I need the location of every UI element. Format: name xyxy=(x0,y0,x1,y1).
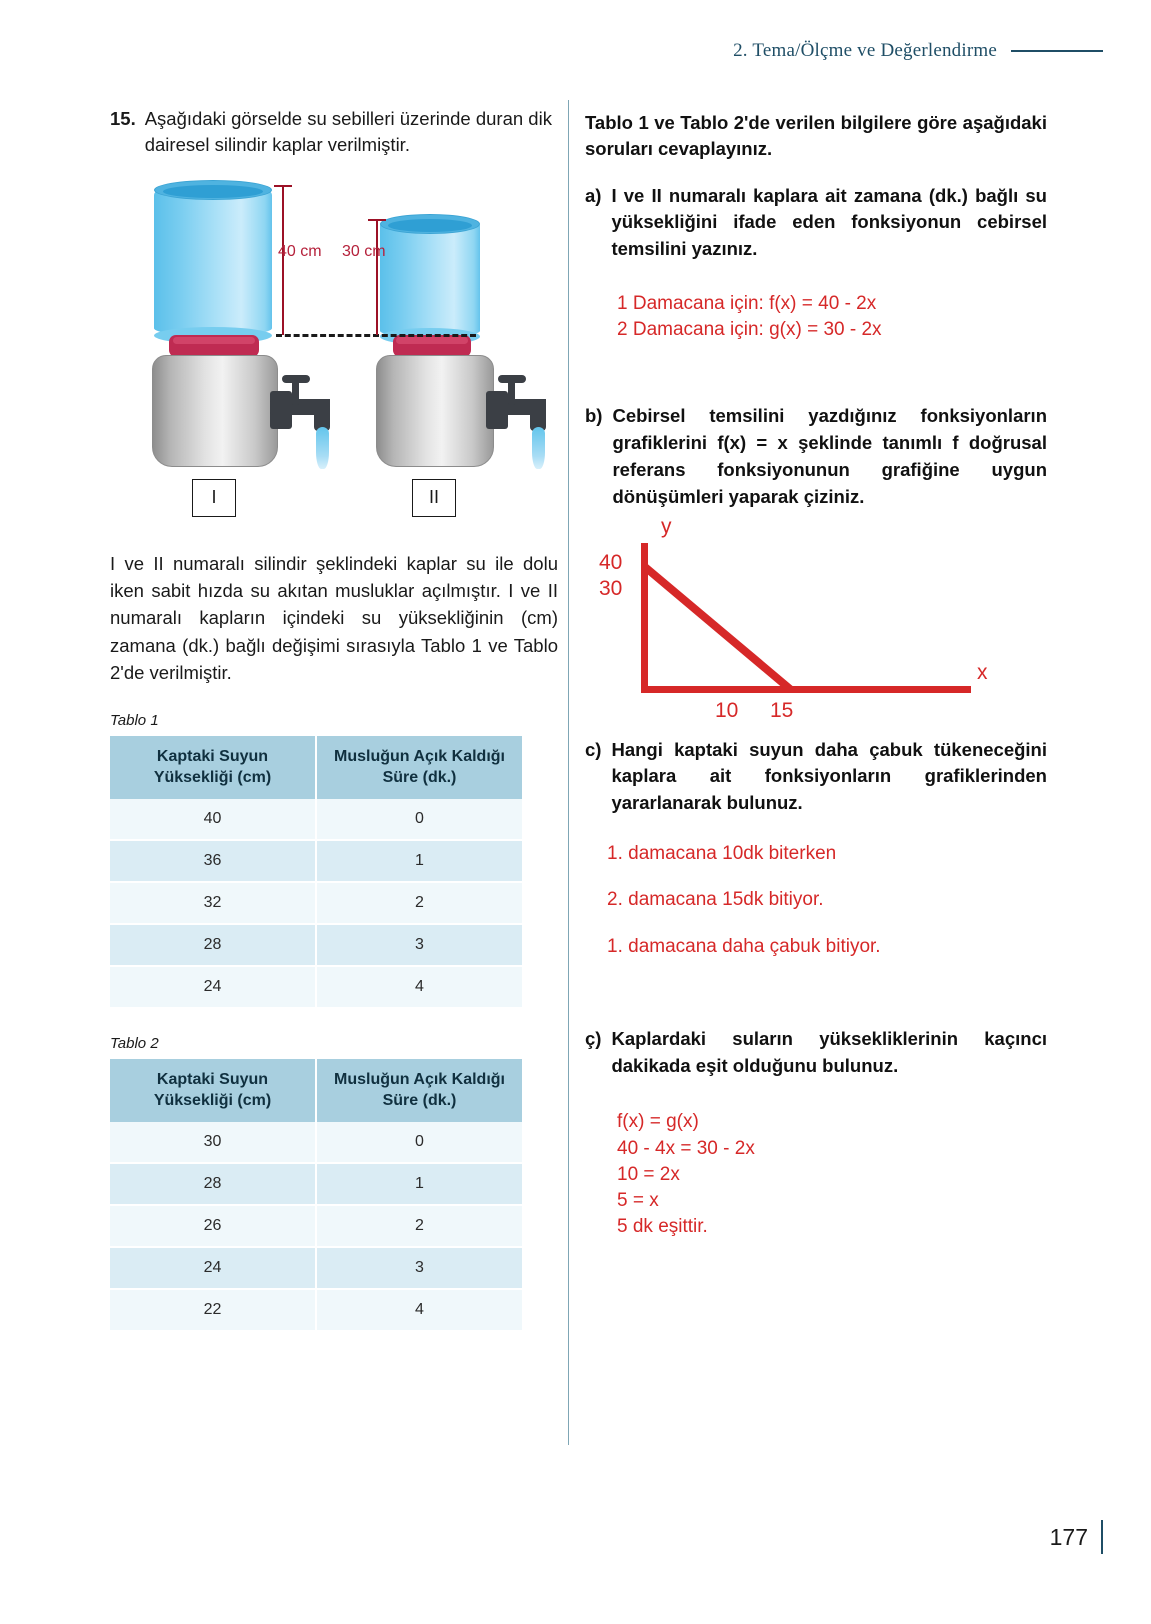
page-footer xyxy=(1050,1520,1103,1554)
page-footer-rule xyxy=(1101,1520,1103,1554)
table1-cell: 0 xyxy=(316,799,522,840)
water-stream-one xyxy=(316,427,329,469)
hand-drawn-graph xyxy=(585,514,1047,722)
part-c-label: c) xyxy=(585,738,602,760)
part-cc-label: ç) xyxy=(585,1027,602,1049)
graph-y-axis-label: y xyxy=(661,514,672,538)
dimension-cap-40-top xyxy=(274,185,292,187)
table-row xyxy=(110,1205,522,1247)
table2-cell: 3 xyxy=(316,1247,522,1289)
answer-line: 5 = x xyxy=(617,1190,659,1212)
base-one xyxy=(152,355,278,467)
answer-line: 2 Damacana için: g(x) = 30 - 2x xyxy=(617,319,882,341)
answer-part-c xyxy=(607,841,1047,960)
page-header-rule xyxy=(1011,50,1103,52)
table1-cell: 2 xyxy=(316,882,522,924)
table1-cell: 3 xyxy=(316,924,522,966)
table2-cell: 1 xyxy=(316,1163,522,1205)
right-column xyxy=(585,110,1047,1240)
question-part-c xyxy=(585,737,1047,817)
table-2 xyxy=(110,1059,522,1332)
right-lead-text: Tablo 1 ve Tablo 2'de verilen bilgilere göre aşağıdaki soruları cevaplayınız. xyxy=(585,112,1047,160)
answer-part-c-cedilla xyxy=(617,1109,1047,1240)
answer-line: 1. damacana 10dk biterken xyxy=(607,843,837,865)
table-row xyxy=(110,799,522,840)
table-row xyxy=(110,1289,522,1331)
bottle-two-rim xyxy=(380,214,480,234)
part-b-text: Cebirsel temsilini yazdığınız fonksiyonların grafiklerini f(x) = x şeklinde tanımlı f doğrusal referans fonksiyonunun grafiğine uygun dönüşümleri yaparak çiziniz. xyxy=(612,405,1047,507)
table2-cell: 30 xyxy=(110,1122,316,1163)
table1-cell: 4 xyxy=(316,966,522,1008)
table2-header-row xyxy=(110,1059,522,1122)
dispenser-tag-one: I xyxy=(192,479,236,517)
part-b-label: b) xyxy=(585,405,603,427)
part-c-text: Hangi kaptaki suyun daha çabuk tükeneceğini kaplara ait fonksiyonların grafiklerinden yararlanarak bulunuz. xyxy=(611,738,1047,814)
explanatory-paragraph: I ve II numaralı silindir şeklindeki kaplar su ile dolu iken sabit hızda su akıtan musluklar açılmıştır. I ve II numaralı kapların içindeki su yüksekliğinin (cm) zamana (dk.) bağlı değişimi sırasıyla Tablo 1 ve Tablo 2'de verilmiştir. xyxy=(110,552,558,684)
answer-line: 10 = 2x xyxy=(617,1163,680,1185)
bottle-two-rim-inner xyxy=(388,219,472,232)
answer-line: 2. damacana 15dk bitiyor. xyxy=(607,889,824,911)
table1-col-1: Musluğun Açık Kaldığı Süre (dk.) xyxy=(316,736,522,799)
collar-two xyxy=(393,335,471,357)
bottle-one-rim-inner xyxy=(163,185,263,198)
answer-line: f(x) = g(x) xyxy=(617,1111,699,1133)
table-row xyxy=(110,882,522,924)
part-a-text: I ve II numaralı kaplara ait zamana (dk.) bağlı su yüksekliğini ifade eden fonksiyonun cebirsel temsilini yazınız. xyxy=(611,184,1047,260)
table1-cell: 1 xyxy=(316,840,522,882)
column-divider xyxy=(568,100,569,1445)
water-dispensers-figure xyxy=(144,173,559,528)
table2-cell: 22 xyxy=(110,1289,316,1331)
table-row xyxy=(110,966,522,1008)
bottle-one xyxy=(154,181,272,336)
graph-y-tick-40: 40 xyxy=(599,550,623,574)
answer-part-a xyxy=(617,291,1047,343)
table2-cell: 26 xyxy=(110,1205,316,1247)
faucet-two-spout xyxy=(530,399,546,431)
question-number: 15. xyxy=(110,108,136,129)
question-text: Aşağıdaki görselde su sebilleri üzerinde duran dik dairesel silindir kaplar verilmiştir. xyxy=(144,108,552,156)
bottle-one-body xyxy=(154,181,272,336)
dimension-label-40: 40 cm xyxy=(278,242,322,260)
faucet-one-spout xyxy=(314,399,330,431)
collar-one xyxy=(169,335,259,357)
left-column xyxy=(110,106,558,1332)
answer-line: 1 Damacana için: f(x) = 40 - 2x xyxy=(617,292,877,314)
page-number: 177 xyxy=(1049,1523,1088,1550)
table1-caption: Tablo 1 xyxy=(110,712,159,730)
page-header xyxy=(733,40,1103,62)
graph-x-axis-label: x xyxy=(977,660,988,684)
table-row xyxy=(110,840,522,882)
table2-cell: 2 xyxy=(316,1205,522,1247)
question-part-a xyxy=(585,183,1047,263)
table-row xyxy=(110,1247,522,1289)
table1-cell: 40 xyxy=(110,799,316,840)
question-part-b xyxy=(585,403,1047,510)
answer-line: 40 - 4x = 30 - 2x xyxy=(617,1137,755,1159)
part-cc-text: Kaplardaki suların yüksekliklerinin kaçıncı dakikada eşit olduğunu bulunuz. xyxy=(611,1027,1047,1076)
table2-cell: 4 xyxy=(316,1289,522,1331)
table-1 xyxy=(110,736,522,1009)
dispenser-tag-two: II xyxy=(412,479,456,517)
graph-y-tick-30: 30 xyxy=(599,576,623,600)
table2-col-0: Kaptaki Suyun Yüksekliği (cm) xyxy=(110,1059,316,1122)
bottle-two xyxy=(380,215,480,337)
base-two xyxy=(376,355,494,467)
graph-x-tick-10: 10 xyxy=(715,698,739,722)
table2-cell: 24 xyxy=(110,1247,316,1289)
table-row xyxy=(110,1163,522,1205)
dimension-label-30: 30 cm xyxy=(342,242,386,260)
question-part-c-cedilla xyxy=(585,1026,1047,1080)
table1-col-0: Kaptaki Suyun Yüksekliği (cm) xyxy=(110,736,316,799)
answer-line: 1. damacana daha çabuk bitiyor. xyxy=(607,935,881,957)
part-a-label: a) xyxy=(585,184,602,206)
water-stream-two xyxy=(532,427,545,469)
table1-cell: 28 xyxy=(110,924,316,966)
table1-cell: 24 xyxy=(110,966,316,1008)
table2-caption: Tablo 2 xyxy=(110,1035,159,1053)
faucet-one-knob xyxy=(282,375,310,383)
table-row xyxy=(110,924,522,966)
table2-cell: 0 xyxy=(316,1122,522,1163)
graph-x-tick-15: 15 xyxy=(770,698,794,722)
table2-col-1: Musluğun Açık Kaldığı Süre (dk.) xyxy=(316,1059,522,1122)
page-header-title: 2. Tema/Ölçme ve Değerlendirme xyxy=(733,40,997,61)
faucet-two-knob xyxy=(498,375,526,383)
table-row xyxy=(110,1122,522,1163)
table2-cell: 28 xyxy=(110,1163,316,1205)
dimension-line-30 xyxy=(376,219,378,335)
table1-cell: 36 xyxy=(110,840,316,882)
question-heading xyxy=(110,106,558,159)
table1-header-row xyxy=(110,736,522,799)
dimension-cap-30-top xyxy=(368,219,386,221)
answer-line: 5 dk eşittir. xyxy=(617,1216,708,1238)
bottle-one-rim xyxy=(154,180,272,200)
table1-cell: 32 xyxy=(110,882,316,924)
